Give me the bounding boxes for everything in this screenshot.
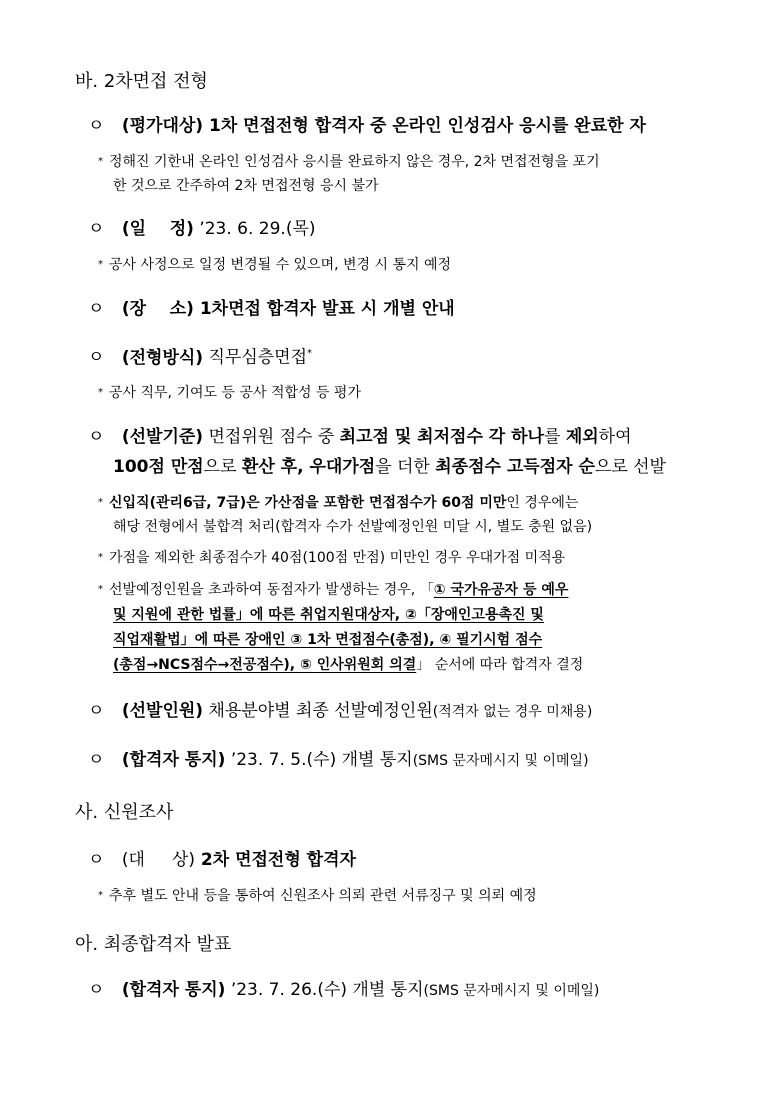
item-label: (장 소) (121, 299, 194, 319)
item-label: (일 정) (121, 219, 194, 239)
item-label: (전형방식) (121, 347, 204, 368)
note-mark: * (98, 552, 103, 563)
note-text: 정해진 기한내 온라인 인성검사 응시를 완료하지 않은 경우, 2차 면접전형을 포기 (109, 154, 600, 170)
criteria-text: 면접위원 점수 중 (203, 427, 340, 447)
note-text: 공사 사정으로 일정 변경될 수 있으며, 변경 시 통지 예정 (109, 257, 452, 273)
item-place (88, 301, 455, 318)
item-text: ’23. 7. 5.(수) 개별 통지 (225, 750, 413, 770)
note-text: 」 순서에 따라 합격자 결정 (416, 657, 584, 673)
item-label: (평가대상) (121, 116, 204, 136)
item-text-small: (SMS 문자메시지 및 이메일) (412, 753, 589, 769)
note-schedule (98, 258, 451, 272)
criteria-text: 으로 선발 (594, 457, 666, 477)
note-eval-target-line2: 한 것으로 간주하여 2차 면접전형 응시 불가 (113, 178, 379, 194)
section-heading-final: 아. 최종합격자 발표 (75, 934, 232, 955)
criteria-text: 하여 (598, 427, 632, 447)
note-mark: * (98, 387, 103, 398)
criteria-text: 을 더한 (375, 457, 436, 477)
bullet: ㅇ (88, 750, 105, 770)
note-mark: * (98, 497, 103, 508)
criteria-text: 를 (543, 427, 566, 447)
note-criteria-a (98, 496, 578, 510)
criteria-bold: 최종점수 고득점자 순 (435, 457, 595, 477)
note-eval-target (98, 155, 600, 169)
item-text: 1차면접 합격자 발표 시 개별 안내 (193, 299, 455, 319)
item-criteria-line2 (113, 459, 666, 476)
note-text: 공사 직무, 기여도 등 공사 적합성 등 평가 (109, 385, 361, 401)
section-heading-background-check: 사. 신원조사 (75, 802, 174, 823)
note-bold-underline: 직업재활법」에 따른 장애인 ③ 1차 면접점수(총점), ④ 필기시험 점수 (113, 632, 543, 648)
item-criteria (88, 429, 632, 446)
item-eval-target (88, 118, 646, 135)
item-label: (합격자 통지) (121, 980, 226, 1000)
item-notice-final (88, 982, 599, 999)
note-bold-underline: 및 지원에 관한 법률」에 따른 취업지원대상자, ②「장애인고용촉진 및 (113, 607, 544, 623)
criteria-bold: 100점 만점 (113, 457, 204, 477)
note-criteria-c-line3 (113, 633, 542, 647)
bullet: ㅇ (88, 980, 105, 1000)
item-notice-2nd (88, 752, 589, 769)
item-text-small: (적격자 없는 경우 미채용) (432, 704, 593, 720)
note-criteria-a-line2: 해당 전형에서 불합격 처리(합격자 수가 선발예정인원 미달 시, 별도 충원 없음) (113, 519, 593, 535)
bullet: ㅇ (88, 850, 105, 870)
note-criteria-c-line4 (113, 658, 583, 672)
note-bold: 신입직(관리6급, 7급)은 가산점을 포함한 면접점수가 60점 미만 (109, 495, 507, 511)
bullet: ㅇ (88, 219, 105, 239)
item-label: (선발기준) (121, 427, 204, 447)
note-mark: * (98, 259, 103, 270)
item-schedule (88, 221, 316, 238)
bullet: ㅇ (88, 116, 105, 136)
note-mark: * (98, 156, 103, 167)
bullet: ㅇ (88, 347, 105, 368)
criteria-text: 으로 (203, 457, 242, 477)
bullet: ㅇ (88, 427, 105, 447)
note-mark: * (98, 584, 103, 595)
item-label: (합격자 통지) (121, 750, 226, 770)
note-bold-underline: ① 국가유공자 등 예우 (433, 582, 569, 598)
note-method (98, 386, 361, 400)
note-criteria-c-line2 (113, 608, 544, 622)
note-criteria-b (98, 551, 565, 565)
item-text: ’23. 6. 29.(목) (193, 219, 316, 239)
note-criteria-c (98, 583, 568, 597)
item-label: (선발인원) (121, 701, 204, 721)
item-text: 직무심층면접 (203, 347, 308, 368)
item-text: 2차 면접전형 합격자 (194, 850, 356, 870)
item-text-small: (SMS 문자메시지 및 이메일) (423, 983, 600, 999)
criteria-bold: 제외 (565, 427, 599, 447)
bullet: ㅇ (88, 701, 105, 721)
note-text: 추후 별도 안내 등을 통하여 신원조사 의뢰 관련 서류징구 및 의뢰 예정 (109, 888, 537, 904)
criteria-bold: 최고점 및 최저점수 각 하나 (339, 427, 544, 447)
item-text: 채용분야별 최종 선발예정인원 (203, 701, 433, 721)
note-text: 가점을 제외한 최종점수가 40점(100점 만점) 미만인 경우 우대가점 미적용 (109, 550, 566, 566)
note-text: 인 경우에는 (506, 495, 579, 511)
note-bold-underline: (총점→NCS점수→전공점수), ⑤ 인사위원회 의결 (113, 657, 417, 673)
item-label: (대 상) (121, 850, 195, 870)
note-bg (98, 889, 537, 903)
item-text: ’23. 7. 26.(수) 개별 통지 (225, 980, 424, 1000)
item-method (88, 349, 312, 367)
item-text: 1차 면접전형 합격자 중 온라인 인성검사 응시를 완료한 자 (203, 116, 646, 136)
item-selection-count (88, 703, 592, 720)
bullet: ㅇ (88, 299, 105, 319)
criteria-bold: 환산 후, 우대가점 (241, 457, 376, 477)
item-bg-target (88, 852, 356, 869)
footnote-mark: * (307, 348, 313, 359)
section-heading-interview2: 바. 2차면접 전형 (75, 71, 208, 92)
note-mark: * (98, 890, 103, 901)
note-text: 선발예정인원을 초과하여 동점자가 발생하는 경우, 「 (109, 582, 434, 598)
